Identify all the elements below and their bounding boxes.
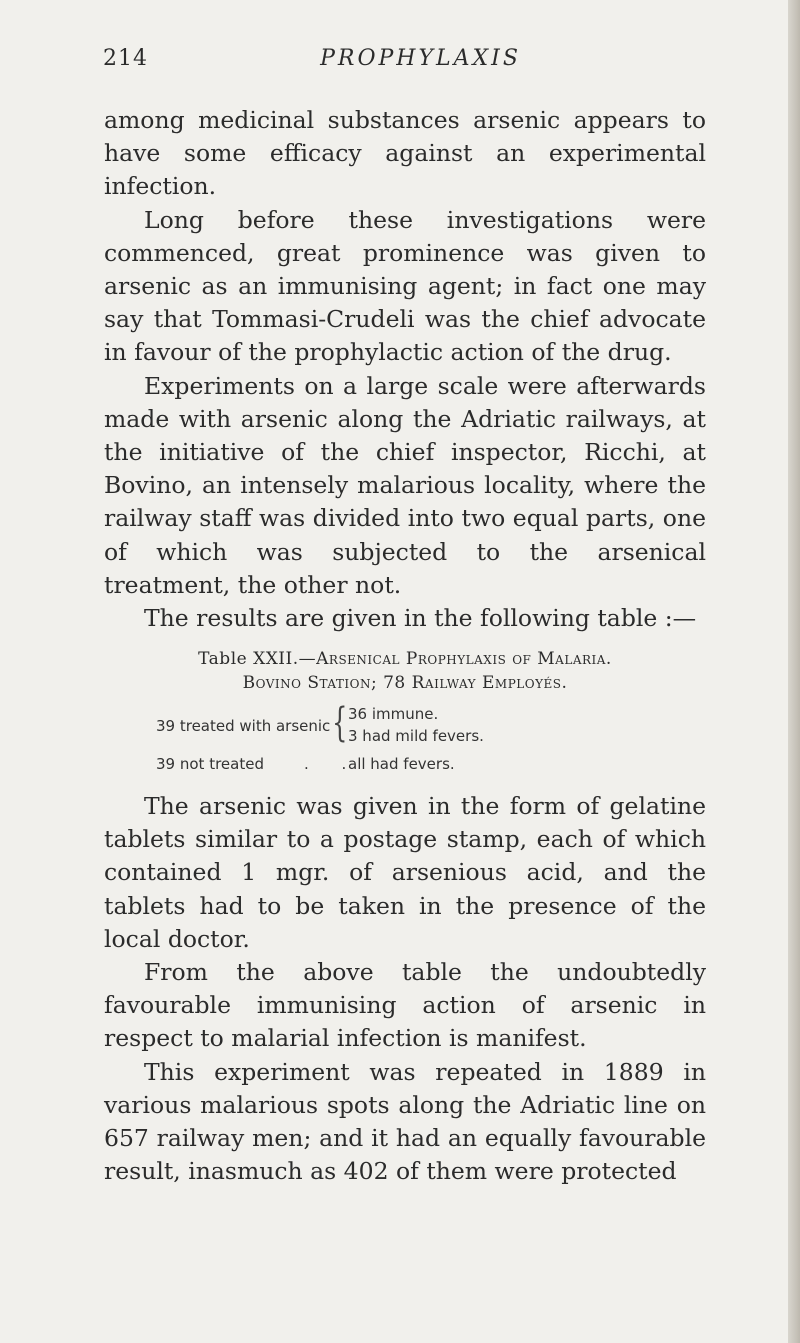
body-text-bottom <box>104 790 706 1188</box>
paragraph: The arsenic was given in the form of gelatine tablets similar to a postage stamp, each of which contained 1 mgr. of arsenious acid, and the tablets had to be taken in the presence of the local doctor. <box>104 792 706 953</box>
paragraph: The results are given in the following table :— <box>144 604 697 633</box>
brace-icon: { <box>332 700 348 746</box>
paragraph: Experiments on a large scale were afterwards made with arsenic along the Adriatic railways, at the initiative of the chief inspector, Ricchi, at Bovino, an intensely malarious locality, where the railway staff was divided into two equal parts, one of which was subjected to the arsenical treatment, the other not. <box>104 371 706 599</box>
paragraph: Long before these investigations were commenced, great prominence was given to arsenic as an immunising agent; in fact one may say that Tommasi-Crudeli was the chief advocate in favour of the prophylactic action of the drug. <box>104 205 706 367</box>
table-row-result: 36 immune. <box>348 705 439 723</box>
leader-dots: . . <box>304 755 361 773</box>
table-row-label: 39 treated with arsenic <box>156 717 331 735</box>
paragraph: From the above table the undoubtedly favourable immunising action of arsenic in respect to malarial infection is manifest. <box>104 958 706 1053</box>
table-subtitle: Bovino Station; 78 Railway Employés. <box>242 673 568 693</box>
page-header <box>103 46 708 80</box>
table-xxii <box>104 647 706 785</box>
table-caption: —Arsenical Prophylaxis of Malaria. <box>298 649 612 669</box>
page-number: 214 <box>103 46 148 71</box>
page-edge <box>788 0 800 1343</box>
table-title <box>104 647 706 671</box>
table-row-result: 3 had mild fevers. <box>348 727 484 745</box>
table-row-label: 39 not treated <box>156 755 264 773</box>
running-head: PROPHYLAXIS <box>320 46 521 71</box>
paragraph: This experiment was repeated in 1889 in various malarious spots along the Adriatic line on 657 railway men; and it had an equally favourable result, inasmuch as 402 of them were protected <box>104 1057 706 1186</box>
table-number: Table XXII. <box>198 649 299 669</box>
table-rows <box>104 700 706 785</box>
body-text-top <box>104 104 706 635</box>
table-row-result: all had fevers. <box>348 755 455 773</box>
paragraph: among medicinal substances arsenic appears to have some efficacy against an experimental infection. <box>104 106 706 201</box>
